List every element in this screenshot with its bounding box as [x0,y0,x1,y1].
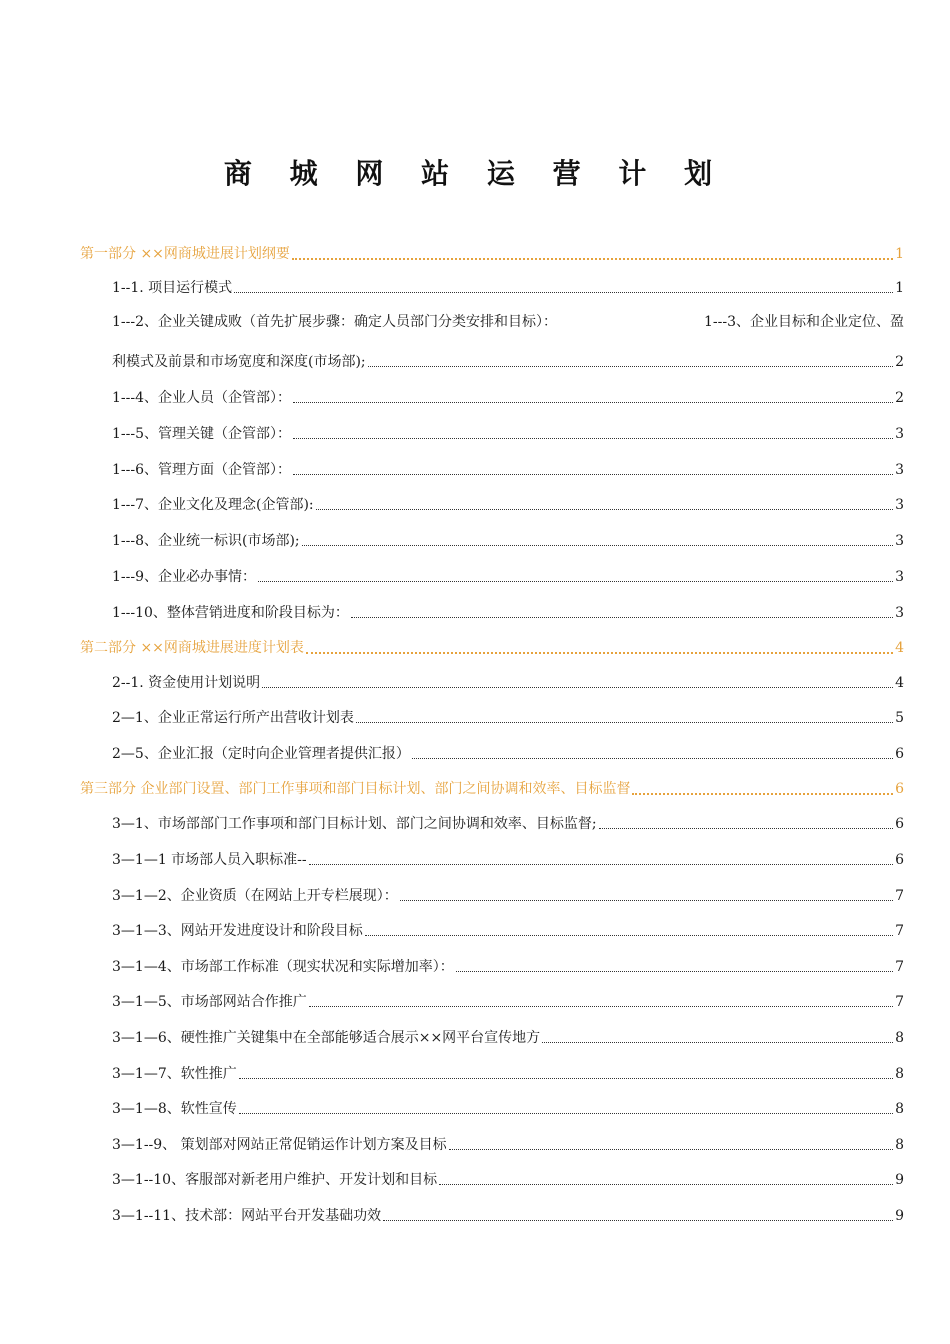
leader-dots [306,652,893,654]
toc-label: 1---8、企业统一标识(市场部); [112,533,300,549]
toc-entry[interactable] [112,388,904,408]
leader-dots [400,900,893,901]
toc-label: 2—1、企业正常运行所产出营收计划表 [112,710,354,726]
toc-label: 第三部分 企业部门设置、部门工作事项和部门目标计划、部门之间协调和效率、目标监督 [80,781,631,797]
toc-label: 3—1—2、企业资质（在网站上开专栏展现）： [112,888,398,904]
toc-label: 第二部分 ××网商城进展进度计划表 [80,640,304,656]
toc-entry[interactable] [112,495,904,515]
toc-label: 2--1. 资金使用计划说明 [112,675,261,691]
toc-page: 2 [895,390,904,406]
toc-page: 3 [895,533,904,549]
leader-dots [302,545,893,546]
toc-label: 3—1—1 市场部人员入职标准-- [112,852,307,868]
toc-label: 1---3、企业目标和企业定位、盈 [703,314,904,330]
toc-page: 1 [895,280,904,296]
toc-entry-wrapped[interactable] [112,312,904,332]
toc-label: 3—1、市场部部门工作事项和部门目标计划、部门之间协调和效率、目标监督; [112,816,597,832]
toc-entry[interactable] [112,673,904,693]
toc-page: 3 [895,605,904,621]
toc-page: 6 [895,816,904,832]
toc-entry[interactable] [112,850,904,870]
toc-label: 3—1—3、网站开发进度设计和阶段目标 [112,923,363,939]
leader-dots [456,971,893,972]
toc-label: 1---2、企业关键成败（首先扩展步骤：确定人员部门分类安排和目标）： [112,314,558,330]
leader-dots [292,258,893,260]
toc-page: 5 [895,710,904,726]
toc-part-1[interactable] [80,244,904,264]
toc-entry[interactable] [112,744,904,764]
toc-page: 7 [895,923,904,939]
toc-label: 1--1. 项目运行模式 [112,280,233,296]
toc-label: 1---4、企业人员（企管部）： [112,390,292,406]
toc-page: 3 [895,462,904,478]
toc-page: 9 [895,1208,904,1224]
toc-entry[interactable] [112,1170,904,1190]
toc-entry[interactable] [112,921,904,941]
toc-label: 1---10、整体营销进度和阶段目标为： [112,605,349,621]
toc-label: 3—1—7、软性推广 [112,1066,237,1082]
toc-label: 1---6、管理方面（企管部）： [112,462,292,478]
leader-dots [449,1149,893,1150]
toc-page: 6 [895,781,904,797]
toc-part-3[interactable] [80,779,904,799]
toc-page: 8 [895,1030,904,1046]
toc-page: 8 [895,1137,904,1153]
toc-entry[interactable] [112,567,904,587]
toc-page: 7 [895,959,904,975]
toc-page: 6 [895,746,904,762]
leader-dots [412,758,893,759]
toc-label: 2—5、企业汇报（定时向企业管理者提供汇报） [112,746,410,762]
toc-page: 3 [895,426,904,442]
toc-label: 3—1—4、市场部工作标准（现实状况和实际增加率）： [112,959,454,975]
toc-entry[interactable] [112,708,904,728]
toc-page: 7 [895,888,904,904]
toc-label: 3—1--9、 策划部对网站正常促销运作计划方案及目标 [112,1137,447,1153]
leader-dots [365,935,893,936]
toc-entry[interactable] [112,424,904,444]
leader-dots [258,581,893,582]
leader-dots [239,1078,893,1079]
toc-page: 8 [895,1101,904,1117]
toc-page: 3 [895,497,904,513]
toc-label: 3—1--10、客服部对新老用户维护、开发计划和目标 [112,1172,438,1188]
leader-dots [293,438,893,439]
leader-dots [293,474,893,475]
toc-label: 1---5、管理关键（企管部）： [112,426,292,442]
leader-dots [309,864,893,865]
leader-dots [632,793,893,795]
leader-dots [351,617,893,618]
toc-entry[interactable] [112,957,904,977]
leader-dots [239,1113,893,1114]
toc-label: 1---7、企业文化及理念(企管部): [112,497,314,513]
toc-label: 利模式及前景和市场宽度和深度(市场部); [112,354,366,370]
toc-entry[interactable] [112,1099,904,1119]
toc-page: 7 [895,994,904,1010]
document-title: 商 城 网 站 运 营 计 划 [223,157,727,190]
toc-entry[interactable] [112,992,904,1012]
leader-dots [439,1184,893,1185]
toc-entry[interactable] [112,603,904,623]
toc-page: 3 [895,569,904,585]
leader-dots [316,509,893,510]
leader-dots [383,1220,893,1221]
leader-dots [293,402,893,403]
toc-entry[interactable] [112,1135,904,1155]
toc-page: 9 [895,1172,904,1188]
toc-page: 2 [895,354,904,370]
toc-page: 6 [895,852,904,868]
toc-label: 3—1—6、硬性推广关键集中在全部能够适合展示××网平台宣传地方 [112,1030,541,1046]
leader-dots [234,292,893,293]
leader-dots [262,687,893,688]
toc-page: 8 [895,1066,904,1082]
toc-label: 3—1—5、市场部网站合作推广 [112,994,307,1010]
toc-label: 3—1--11、技术部：网站平台开发基础功效 [112,1208,382,1224]
toc-entry[interactable] [112,1206,904,1226]
toc-part-2[interactable] [80,638,904,658]
toc-entry[interactable] [112,352,904,372]
toc-entry[interactable] [112,1064,904,1084]
leader-dots [356,722,893,723]
toc-entry[interactable] [112,1028,904,1048]
leader-dots [542,1042,893,1043]
toc-entry[interactable] [112,278,904,298]
toc-label: 3—1—8、软性宣传 [112,1101,237,1117]
toc-entry[interactable] [112,814,904,834]
toc-label: 1---9、企业必办事情： [112,569,257,585]
leader-dots [309,1006,893,1007]
toc-entry[interactable] [112,531,904,551]
toc-page: 1 [895,246,904,262]
toc-page: 4 [895,675,904,691]
toc-page: 4 [895,640,904,656]
toc-entry[interactable] [112,886,904,906]
toc-entry[interactable] [112,460,904,480]
leader-dots [368,366,893,367]
leader-dots [599,828,894,829]
toc-label: 第一部分 ××网商城进展计划纲要 [80,246,290,262]
